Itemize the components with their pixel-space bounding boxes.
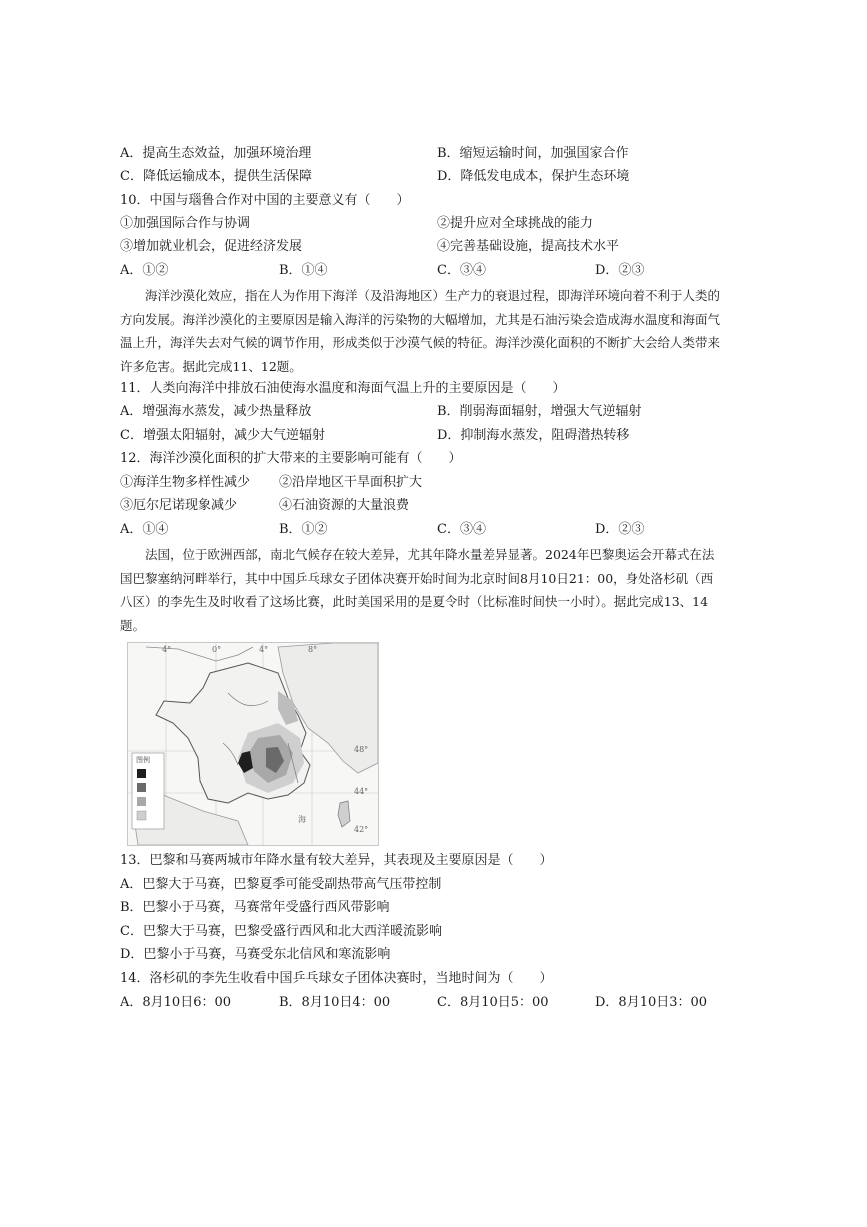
legend-title: 图例 [136,756,150,764]
q10-choice-c: C．③④ [437,263,486,278]
passage1-line: 许多危害。据此完成11、12题。 [120,358,302,374]
q10-item-2: ②提升应对全球挑战的能力 [437,216,594,231]
lat-label: 48° [354,745,369,754]
passage1-line: 温上升，海洋失去对气候的调节作用，形成类似于沙漠气候的特征。海洋沙漠化面积的不断扩大会给人类带来 [120,335,721,350]
lon-label: 4° [162,645,172,654]
q12-item-1: ①海洋生物多样性减少 [120,475,251,490]
passage1-line: 海洋沙漠化效应，指在人为作用下海洋（及沿海地区）生产力的衰退过程，即海洋环境向着不利于人类的 [145,288,721,303]
q10-choice-d: D．②③ [595,263,645,278]
passage2-line: 八区）的李先生及时收看了这场比赛，此时美国采用的是夏令时（比标准时间快一小时）。据此完成13、14 [120,594,709,609]
q11-option-d: D．抑制海水蒸发，阻碍潜热转移 [437,428,630,443]
q11-option-a: A．增强海水蒸发，减少热量释放 [120,404,312,419]
lon-label: 0° [212,645,222,654]
q9-option-d: D．降低发电成本，保护生态环境 [437,169,630,184]
q12-choice-b: B．①② [279,522,328,537]
passage1-line: 方向发展。海洋沙漠化的主要原因是输入海洋的污染物的大幅增加，尤其是石油污染会造成海水温度和海面气 [120,311,721,327]
q14-choice-b: B．8月10日4：00 [279,995,391,1010]
passage2-line: 法国，位于欧洲西部，南北气候存在较大差异，尤其年降水量差异显著。2024年巴黎奥运会开幕式在法 [145,547,715,562]
q12-choice-c: C．③④ [437,522,486,537]
lat-label: 42° [354,825,369,834]
q12-item-3: ③厄尔尼诺现象减少 [120,498,238,513]
q12-stem: 12．海洋沙漠化面积的扩大带来的主要影响可能有（ ） [120,451,462,466]
q14-stem: 14．洛杉矶的李先生收看中国乒乓球女子团体决赛时，当地时间为（ ） [120,971,553,986]
q13-option-d: D．巴黎小于马赛，马赛受东北信风和寒流影响 [120,947,391,962]
passage-ocean-desertification [120,284,750,378]
passage2-line: 题。 [120,617,146,633]
q14-choice-d: D．8月10日3：00 [595,995,708,1010]
q10-choice-b: B．①④ [279,263,328,278]
q13-stem: 13．巴黎和马赛两城市年降水量有较大差异，其表现及主要原因是（ ） [120,853,553,868]
q12-item-4: ④石油资源的大量浪费 [279,498,410,513]
passage2-line: 国巴黎塞纳河畔举行，其中中国乒乓球女子团体决赛开始时间为北京时间8月10日21：00，身处洛杉矶（西 [120,570,714,586]
sea-label: 海 [298,815,306,824]
q10-stem: 10．中国与瑙鲁合作对中国的主要意义有（ ） [120,193,410,208]
q13-option-c: C．巴黎大于马赛，巴黎受盛行西风和北大西洋暖流影响 [120,924,442,939]
q13-option-a: A．巴黎大于马赛，巴黎夏季可能受副热带高气压带控制 [120,877,442,892]
q12-item-2: ②沿岸地区干旱面积扩大 [279,475,423,490]
q12-choice-d: D．②③ [595,522,645,537]
q11-option-b: B．削弱海面辐射，增强大气逆辐射 [437,404,642,419]
q11-stem: 11．人类向海洋中排放石油使海水温度和海面气温上升的主要原因是（ ） [120,381,566,396]
passage-france [120,543,750,637]
q10-item-1: ①加强国际合作与协调 [120,216,251,231]
q14-choice-a: A．8月10日6：00 [120,995,232,1010]
q13-option-b: B．巴黎小于马赛，马赛常年受盛行西风带影响 [120,900,390,915]
lon-label: 8° [308,645,318,654]
q12-choice-a: A．①④ [120,522,169,537]
lat-label: 44° [354,787,369,796]
q10-choice-a: A．①② [120,263,169,278]
q10-item-4: ④完善基础设施，提高技术水平 [437,239,620,254]
q9-option-c: C．降低运输成本，提供生活保障 [120,169,312,184]
lon-label: 4° [259,645,269,654]
q10-item-3: ③增加就业机会，促进经济发展 [120,239,303,254]
q9-option-a: A．提高生态效益，加强环境治理 [120,146,312,161]
map-graphic [128,643,378,845]
q9-option-b: B．缩短运输时间，加强国家合作 [437,146,629,161]
france-precipitation-map [127,642,379,846]
q14-choice-c: C．8月10日5：00 [437,995,549,1010]
q11-option-c: C．增强太阳辐射，减少大气逆辐射 [120,428,325,443]
